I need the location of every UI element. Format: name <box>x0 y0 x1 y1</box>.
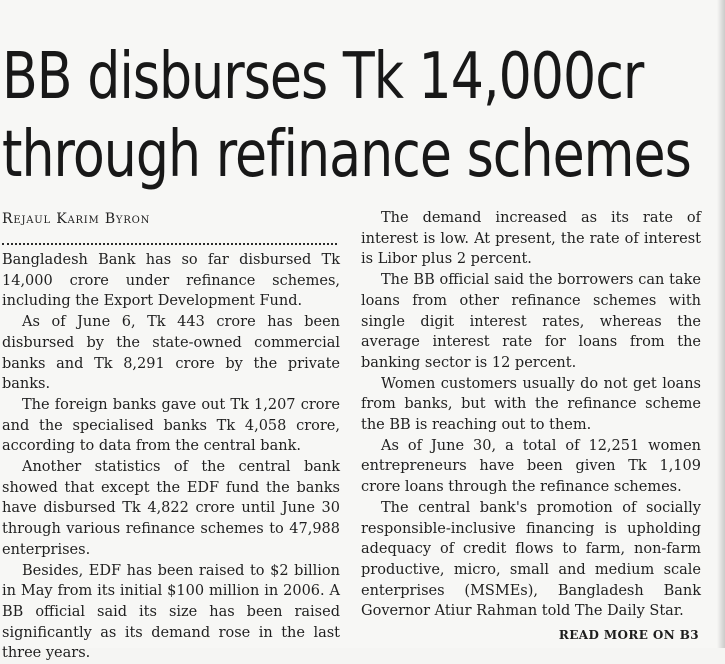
paragraph: As of June 6, Tk 443 crore has been disbursed by the state-owned commercial banks and Tk 8,291 crore by the private banks. <box>2 314 340 393</box>
paragraph: Besides, EDF has been raised to $2 billion in May from its initial $100 million in 2006. A BB official said its size has been raised significantly as its demand rose in the last three years. <box>2 562 340 662</box>
paragraph: The BB official said the borrowers can take loans from other refinance schemes with single digit interest rates, whereas the average interest rate for loans from the banking sector is 12 percent. <box>361 272 701 371</box>
headline-line-2: through refinance schemes <box>2 118 691 192</box>
read-more-link[interactable]: READ MORE ON B3 <box>558 628 699 642</box>
article-column-right <box>361 208 701 622</box>
paragraph: The foreign banks gave out Tk 1,207 crore and the specialised banks Tk 4,058 crore, according to data from the central bank. <box>2 396 340 455</box>
headline-line-1: BB disburses Tk 14,000cr <box>2 40 644 114</box>
headline <box>2 38 691 194</box>
paragraph: The central bank's promotion of socially responsible-inclusive financing is upholding adequacy of credit flows to farm, non-farm productive, micro, small and medium scale enterprises (MSMEs), Bangladesh Bank Governor Atiur Rahman told The Daily Star. <box>361 499 701 620</box>
paragraph: Women customers usually do not get loans from banks, but with the refinance scheme the BB is reaching out to them. <box>361 375 701 434</box>
byline-dotted-rule <box>2 243 337 245</box>
byline: Rejaul Karim Byron <box>2 211 151 227</box>
paragraph: Another statistics of the central bank showed that except the EDF fund the banks have disbursed Tk 4,822 crore until June 30 through various refinance schemes to 47,988 enterprises. <box>2 459 340 558</box>
paragraph: Bangladesh Bank has so far disbursed Tk 14,000 crore under refinance schemes, including the Export Development Fund. <box>2 252 340 310</box>
paragraph: The demand increased as its rate of interest is low. At present, the rate of interest is Libor plus 2 percent. <box>361 210 701 268</box>
paragraph: As of June 30, a total of 12,251 women entrepreneurs have been given Tk 1,109 crore loans through the refinance schemes. <box>361 437 701 496</box>
page-edge-shadow <box>717 0 725 648</box>
article-column-left <box>2 250 340 664</box>
